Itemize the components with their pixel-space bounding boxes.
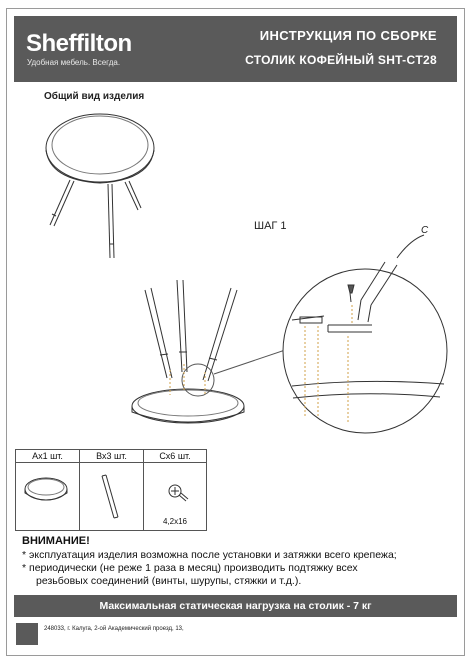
company-address: 248033, г. Калуга, 2-ой Академический проезд, 13, (44, 626, 184, 632)
instruction-title: ИНСТРУКЦИЯ ПО СБОРКЕ (259, 28, 437, 43)
max-load-banner: Максимальная статическая нагрузка на столик - 7 кг (14, 595, 457, 617)
warning-title: ВНИМАНИЕ! (22, 535, 90, 547)
step-label: ШАГ 1 (254, 220, 287, 232)
part-b-header: Вх3 шт. (80, 450, 143, 463)
part-a-cell (16, 450, 80, 530)
parts-table (15, 449, 207, 531)
step1-illustration (132, 280, 300, 423)
overview-label: Общий вид изделия (44, 91, 145, 102)
part-c-cell (144, 450, 206, 530)
footer-block (16, 623, 38, 645)
warning-line-1: * эксплуатация изделия возможна после установки и затяжки всего крепежа; (22, 549, 397, 561)
part-b-cell (80, 450, 144, 530)
detail-circle-illustration (283, 235, 447, 433)
warning-line-2: * периодически (не реже 1 раза в месяц) производить подтяжку всех (22, 562, 358, 574)
product-title: СТОЛИК КОФЕЙНЫЙ SHT-CT28 (245, 53, 437, 67)
overview-table-illustration (46, 114, 154, 258)
brand-tagline: Удобная мебель. Всегда. (27, 58, 121, 67)
brand-logo: Sheffilton (26, 30, 132, 57)
part-c-size: 4,2х16 (162, 517, 188, 526)
part-a-header: Ах1 шт. (16, 450, 79, 463)
warning-line-3: резьбовых соединений (винты, шурупы, стяжки и т.д.). (36, 575, 302, 587)
callout-label: C (421, 225, 429, 236)
part-c-header: Сх6 шт. (144, 450, 206, 463)
